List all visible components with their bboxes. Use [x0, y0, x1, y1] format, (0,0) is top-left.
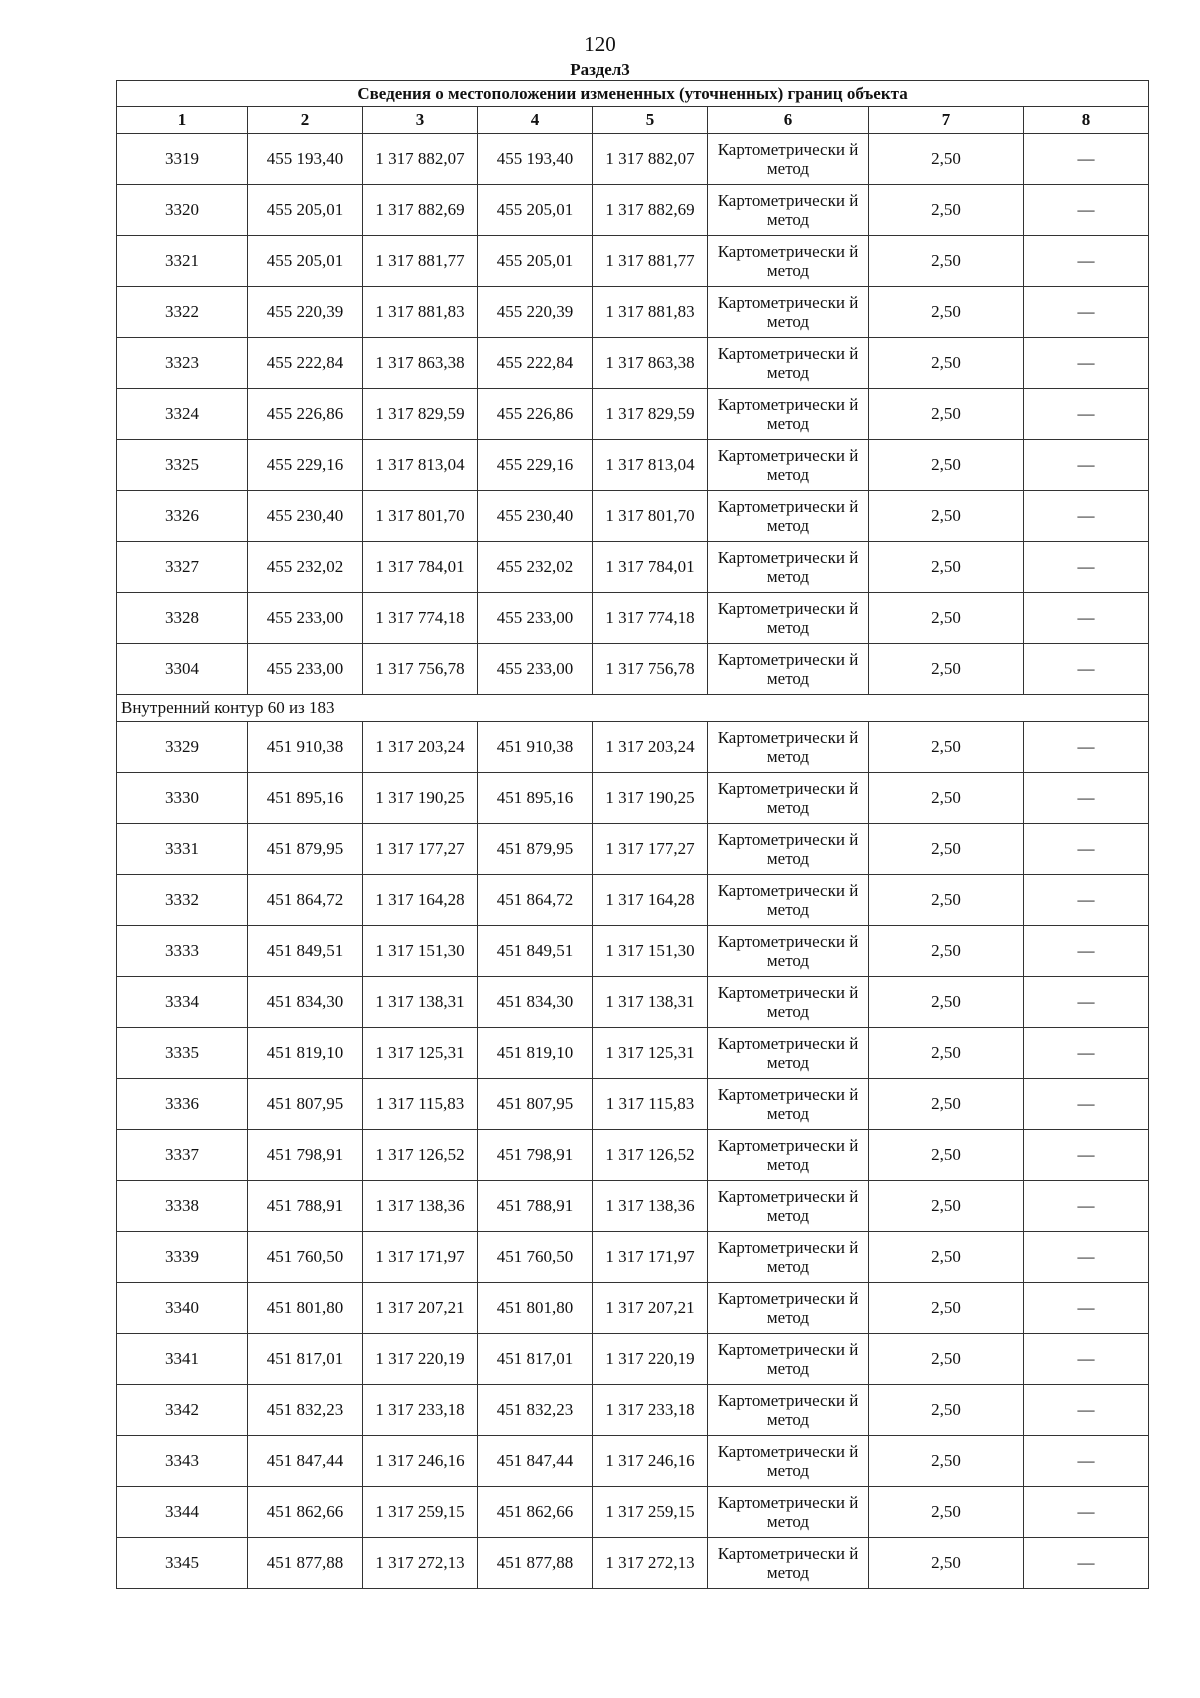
x-coordinate: 455 226,86 [248, 389, 363, 440]
y-coordinate-new: 1 317 125,31 [593, 1028, 708, 1079]
description-cell: — [1024, 389, 1149, 440]
table-row [117, 1334, 1149, 1385]
method-cell: Картометрически й метод [708, 389, 869, 440]
accuracy-cell: 2,50 [869, 1283, 1024, 1334]
description-cell: — [1024, 773, 1149, 824]
table-row [117, 338, 1149, 389]
y-coordinate-new: 1 317 272,13 [593, 1538, 708, 1589]
x-coordinate: 455 230,40 [248, 491, 363, 542]
method-cell: Картометрически й метод [708, 287, 869, 338]
x-coordinate-new: 455 233,00 [478, 644, 593, 695]
table-body [117, 134, 1149, 1589]
description-cell: — [1024, 1130, 1149, 1181]
point-number: 3335 [117, 1028, 248, 1079]
accuracy-cell: 2,50 [869, 1436, 1024, 1487]
table-caption: Сведения о местоположении измененных (уточненных) границ объекта [117, 81, 1149, 107]
table-row [117, 722, 1149, 773]
method-cell: Картометрически й метод [708, 644, 869, 695]
y-coordinate-new: 1 317 863,38 [593, 338, 708, 389]
table-row [117, 1028, 1149, 1079]
description-cell: — [1024, 440, 1149, 491]
y-coordinate-new: 1 317 177,27 [593, 824, 708, 875]
point-number: 3304 [117, 644, 248, 695]
x-coordinate: 455 220,39 [248, 287, 363, 338]
y-coordinate-new: 1 317 813,04 [593, 440, 708, 491]
point-number: 3345 [117, 1538, 248, 1589]
y-coordinate-new: 1 317 881,77 [593, 236, 708, 287]
y-coordinate: 1 317 115,83 [363, 1079, 478, 1130]
x-coordinate-new: 455 205,01 [478, 236, 593, 287]
method-cell: Картометрически й метод [708, 440, 869, 491]
method-cell: Картометрически й метод [708, 491, 869, 542]
y-coordinate-new: 1 317 756,78 [593, 644, 708, 695]
point-number: 3329 [117, 722, 248, 773]
method-cell: Картометрически й метод [708, 1334, 869, 1385]
y-coordinate: 1 317 784,01 [363, 542, 478, 593]
table-row [117, 389, 1149, 440]
x-coordinate: 455 233,00 [248, 593, 363, 644]
table-row [117, 1385, 1149, 1436]
accuracy-cell: 2,50 [869, 287, 1024, 338]
y-coordinate: 1 317 138,36 [363, 1181, 478, 1232]
table-row [117, 1487, 1149, 1538]
point-number: 3334 [117, 977, 248, 1028]
description-cell: — [1024, 1385, 1149, 1436]
x-coordinate-new: 455 226,86 [478, 389, 593, 440]
column-header: 1 [117, 107, 248, 134]
x-coordinate-new: 451 910,38 [478, 722, 593, 773]
x-coordinate-new: 451 877,88 [478, 1538, 593, 1589]
y-coordinate: 1 317 233,18 [363, 1385, 478, 1436]
table-row [117, 1538, 1149, 1589]
description-cell: — [1024, 926, 1149, 977]
point-number: 3338 [117, 1181, 248, 1232]
x-coordinate-new: 451 895,16 [478, 773, 593, 824]
description-cell: — [1024, 593, 1149, 644]
description-cell: — [1024, 185, 1149, 236]
accuracy-cell: 2,50 [869, 644, 1024, 695]
accuracy-cell: 2,50 [869, 1181, 1024, 1232]
accuracy-cell: 2,50 [869, 1538, 1024, 1589]
method-cell: Картометрически й метод [708, 722, 869, 773]
y-coordinate: 1 317 801,70 [363, 491, 478, 542]
table-row [117, 1232, 1149, 1283]
x-coordinate: 455 193,40 [248, 134, 363, 185]
accuracy-cell: 2,50 [869, 389, 1024, 440]
x-coordinate: 455 205,01 [248, 236, 363, 287]
y-coordinate: 1 317 125,31 [363, 1028, 478, 1079]
y-coordinate-new: 1 317 784,01 [593, 542, 708, 593]
method-cell: Картометрически й метод [708, 773, 869, 824]
accuracy-cell: 2,50 [869, 542, 1024, 593]
point-number: 3326 [117, 491, 248, 542]
point-number: 3332 [117, 875, 248, 926]
x-coordinate-new: 451 862,66 [478, 1487, 593, 1538]
accuracy-cell: 2,50 [869, 977, 1024, 1028]
description-cell: — [1024, 134, 1149, 185]
y-coordinate-new: 1 317 882,07 [593, 134, 708, 185]
x-coordinate: 455 205,01 [248, 185, 363, 236]
accuracy-cell: 2,50 [869, 1130, 1024, 1181]
column-header: 4 [478, 107, 593, 134]
y-coordinate: 1 317 207,21 [363, 1283, 478, 1334]
description-cell: — [1024, 875, 1149, 926]
point-number: 3327 [117, 542, 248, 593]
column-header: 2 [248, 107, 363, 134]
contour-title: Внутренний контур 60 из 183 [117, 695, 1149, 722]
point-number: 3344 [117, 1487, 248, 1538]
method-cell: Картометрически й метод [708, 1079, 869, 1130]
x-coordinate-new: 451 864,72 [478, 875, 593, 926]
y-coordinate: 1 317 756,78 [363, 644, 478, 695]
method-cell: Картометрически й метод [708, 1283, 869, 1334]
accuracy-cell: 2,50 [869, 722, 1024, 773]
x-coordinate: 451 817,01 [248, 1334, 363, 1385]
accuracy-cell: 2,50 [869, 824, 1024, 875]
x-coordinate: 455 229,16 [248, 440, 363, 491]
section-title: Раздел3 [570, 60, 630, 79]
y-coordinate: 1 317 863,38 [363, 338, 478, 389]
method-cell: Картометрически й метод [708, 926, 869, 977]
x-coordinate: 451 798,91 [248, 1130, 363, 1181]
point-number: 3341 [117, 1334, 248, 1385]
description-cell: — [1024, 1181, 1149, 1232]
y-coordinate: 1 317 171,97 [363, 1232, 478, 1283]
method-cell: Картометрически й метод [708, 875, 869, 926]
table-row [117, 1436, 1149, 1487]
description-cell: — [1024, 1028, 1149, 1079]
table-row [117, 977, 1149, 1028]
accuracy-cell: 2,50 [869, 134, 1024, 185]
description-cell: — [1024, 977, 1149, 1028]
x-coordinate-new: 451 798,91 [478, 1130, 593, 1181]
point-number: 3319 [117, 134, 248, 185]
description-cell: — [1024, 1538, 1149, 1589]
table-row [117, 1130, 1149, 1181]
x-coordinate: 451 847,44 [248, 1436, 363, 1487]
column-header: 5 [593, 107, 708, 134]
method-cell: Картометрически й метод [708, 1487, 869, 1538]
column-header: 6 [708, 107, 869, 134]
accuracy-cell: 2,50 [869, 926, 1024, 977]
y-coordinate: 1 317 813,04 [363, 440, 478, 491]
table-row [117, 824, 1149, 875]
point-number: 3343 [117, 1436, 248, 1487]
y-coordinate-new: 1 317 138,36 [593, 1181, 708, 1232]
method-cell: Картометрически й метод [708, 185, 869, 236]
x-coordinate-new: 455 230,40 [478, 491, 593, 542]
method-cell: Картометрически й метод [708, 1232, 869, 1283]
accuracy-cell: 2,50 [869, 440, 1024, 491]
method-cell: Картометрически й метод [708, 1436, 869, 1487]
point-number: 3328 [117, 593, 248, 644]
y-coordinate-new: 1 317 829,59 [593, 389, 708, 440]
accuracy-cell: 2,50 [869, 491, 1024, 542]
method-cell: Картометрически й метод [708, 824, 869, 875]
y-coordinate: 1 317 246,16 [363, 1436, 478, 1487]
accuracy-cell: 2,50 [869, 1334, 1024, 1385]
x-coordinate-new: 451 801,80 [478, 1283, 593, 1334]
description-cell: — [1024, 644, 1149, 695]
y-coordinate-new: 1 317 138,31 [593, 977, 708, 1028]
x-coordinate-new: 455 222,84 [478, 338, 593, 389]
y-coordinate: 1 317 203,24 [363, 722, 478, 773]
y-coordinate-new: 1 317 164,28 [593, 875, 708, 926]
description-cell: — [1024, 1079, 1149, 1130]
y-coordinate: 1 317 220,19 [363, 1334, 478, 1385]
table-row [117, 134, 1149, 185]
point-number: 3342 [117, 1385, 248, 1436]
point-number: 3337 [117, 1130, 248, 1181]
description-cell: — [1024, 824, 1149, 875]
point-number: 3323 [117, 338, 248, 389]
y-coordinate: 1 317 259,15 [363, 1487, 478, 1538]
method-cell: Картометрически й метод [708, 1028, 869, 1079]
x-coordinate: 451 832,23 [248, 1385, 363, 1436]
point-number: 3325 [117, 440, 248, 491]
y-coordinate-new: 1 317 126,52 [593, 1130, 708, 1181]
method-cell: Картометрически й метод [708, 1538, 869, 1589]
accuracy-cell: 2,50 [869, 593, 1024, 644]
point-number: 3339 [117, 1232, 248, 1283]
x-coordinate-new: 451 879,95 [478, 824, 593, 875]
x-coordinate-new: 455 220,39 [478, 287, 593, 338]
x-coordinate: 455 233,00 [248, 644, 363, 695]
x-coordinate-new: 451 819,10 [478, 1028, 593, 1079]
table-row [117, 185, 1149, 236]
x-coordinate-new: 455 233,00 [478, 593, 593, 644]
x-coordinate-new: 451 849,51 [478, 926, 593, 977]
point-number: 3336 [117, 1079, 248, 1130]
x-coordinate: 451 807,95 [248, 1079, 363, 1130]
table-row [117, 491, 1149, 542]
y-coordinate: 1 317 881,83 [363, 287, 478, 338]
point-number: 3333 [117, 926, 248, 977]
description-cell: — [1024, 542, 1149, 593]
y-coordinate-new: 1 317 259,15 [593, 1487, 708, 1538]
y-coordinate-new: 1 317 881,83 [593, 287, 708, 338]
x-coordinate-new: 455 205,01 [478, 185, 593, 236]
y-coordinate-new: 1 317 151,30 [593, 926, 708, 977]
description-cell: — [1024, 1487, 1149, 1538]
table-row [117, 644, 1149, 695]
x-coordinate: 451 877,88 [248, 1538, 363, 1589]
y-coordinate: 1 317 151,30 [363, 926, 478, 977]
y-coordinate: 1 317 190,25 [363, 773, 478, 824]
method-cell: Картометрически й метод [708, 1385, 869, 1436]
method-cell: Картометрически й метод [708, 1181, 869, 1232]
accuracy-cell: 2,50 [869, 185, 1024, 236]
x-coordinate-new: 451 817,01 [478, 1334, 593, 1385]
description-cell: — [1024, 287, 1149, 338]
column-header: 8 [1024, 107, 1149, 134]
x-coordinate: 451 895,16 [248, 773, 363, 824]
point-number: 3320 [117, 185, 248, 236]
column-header-row [117, 107, 1149, 134]
description-cell: — [1024, 1436, 1149, 1487]
table-row [117, 875, 1149, 926]
x-coordinate-new: 455 229,16 [478, 440, 593, 491]
y-coordinate-new: 1 317 246,16 [593, 1436, 708, 1487]
x-coordinate: 451 879,95 [248, 824, 363, 875]
y-coordinate: 1 317 164,28 [363, 875, 478, 926]
x-coordinate-new: 451 807,95 [478, 1079, 593, 1130]
accuracy-cell: 2,50 [869, 1079, 1024, 1130]
point-number: 3330 [117, 773, 248, 824]
accuracy-cell: 2,50 [869, 1487, 1024, 1538]
x-coordinate: 451 760,50 [248, 1232, 363, 1283]
table-row [117, 1181, 1149, 1232]
accuracy-cell: 2,50 [869, 338, 1024, 389]
x-coordinate: 451 801,80 [248, 1283, 363, 1334]
x-coordinate: 451 819,10 [248, 1028, 363, 1079]
x-coordinate-new: 455 193,40 [478, 134, 593, 185]
x-coordinate: 451 788,91 [248, 1181, 363, 1232]
table-row [117, 773, 1149, 824]
method-cell: Картометрически й метод [708, 593, 869, 644]
y-coordinate: 1 317 177,27 [363, 824, 478, 875]
table-row [117, 1079, 1149, 1130]
y-coordinate: 1 317 774,18 [363, 593, 478, 644]
description-cell: — [1024, 1283, 1149, 1334]
y-coordinate-new: 1 317 801,70 [593, 491, 708, 542]
method-cell: Картометрически й метод [708, 977, 869, 1028]
x-coordinate: 455 222,84 [248, 338, 363, 389]
y-coordinate: 1 317 138,31 [363, 977, 478, 1028]
y-coordinate: 1 317 126,52 [363, 1130, 478, 1181]
table-row [117, 1283, 1149, 1334]
page-number: 120 [584, 32, 616, 56]
table-row [117, 926, 1149, 977]
point-number: 3331 [117, 824, 248, 875]
method-cell: Картометрически й метод [708, 134, 869, 185]
description-cell: — [1024, 722, 1149, 773]
y-coordinate-new: 1 317 774,18 [593, 593, 708, 644]
description-cell: — [1024, 1334, 1149, 1385]
description-cell: — [1024, 236, 1149, 287]
x-coordinate: 451 849,51 [248, 926, 363, 977]
y-coordinate-new: 1 317 115,83 [593, 1079, 708, 1130]
x-coordinate: 451 910,38 [248, 722, 363, 773]
accuracy-cell: 2,50 [869, 875, 1024, 926]
description-cell: — [1024, 1232, 1149, 1283]
x-coordinate-new: 451 788,91 [478, 1181, 593, 1232]
y-coordinate: 1 317 272,13 [363, 1538, 478, 1589]
description-cell: — [1024, 338, 1149, 389]
y-coordinate-new: 1 317 190,25 [593, 773, 708, 824]
x-coordinate-new: 455 232,02 [478, 542, 593, 593]
x-coordinate: 455 232,02 [248, 542, 363, 593]
table-row [117, 542, 1149, 593]
y-coordinate-new: 1 317 220,19 [593, 1334, 708, 1385]
method-cell: Картометрически й метод [708, 542, 869, 593]
y-coordinate-new: 1 317 203,24 [593, 722, 708, 773]
x-coordinate-new: 451 760,50 [478, 1232, 593, 1283]
x-coordinate-new: 451 847,44 [478, 1436, 593, 1487]
point-number: 3322 [117, 287, 248, 338]
method-cell: Картометрически й метод [708, 1130, 869, 1181]
x-coordinate: 451 862,66 [248, 1487, 363, 1538]
table-row [117, 236, 1149, 287]
y-coordinate-new: 1 317 882,69 [593, 185, 708, 236]
accuracy-cell: 2,50 [869, 236, 1024, 287]
y-coordinate: 1 317 882,07 [363, 134, 478, 185]
accuracy-cell: 2,50 [869, 1232, 1024, 1283]
x-coordinate-new: 451 834,30 [478, 977, 593, 1028]
x-coordinate: 451 864,72 [248, 875, 363, 926]
y-coordinate-new: 1 317 207,21 [593, 1283, 708, 1334]
point-number: 3324 [117, 389, 248, 440]
table-row [117, 440, 1149, 491]
boundary-table [116, 80, 1149, 1589]
accuracy-cell: 2,50 [869, 773, 1024, 824]
column-header: 7 [869, 107, 1024, 134]
point-number: 3321 [117, 236, 248, 287]
table-row [117, 287, 1149, 338]
y-coordinate: 1 317 881,77 [363, 236, 478, 287]
point-number: 3340 [117, 1283, 248, 1334]
method-cell: Картометрически й метод [708, 236, 869, 287]
description-cell: — [1024, 491, 1149, 542]
table-row [117, 593, 1149, 644]
column-header: 3 [363, 107, 478, 134]
method-cell: Картометрически й метод [708, 338, 869, 389]
accuracy-cell: 2,50 [869, 1385, 1024, 1436]
y-coordinate-new: 1 317 171,97 [593, 1232, 708, 1283]
x-coordinate: 451 834,30 [248, 977, 363, 1028]
accuracy-cell: 2,50 [869, 1028, 1024, 1079]
y-coordinate-new: 1 317 233,18 [593, 1385, 708, 1436]
contour-title-row [117, 695, 1149, 722]
y-coordinate: 1 317 829,59 [363, 389, 478, 440]
x-coordinate-new: 451 832,23 [478, 1385, 593, 1436]
y-coordinate: 1 317 882,69 [363, 185, 478, 236]
